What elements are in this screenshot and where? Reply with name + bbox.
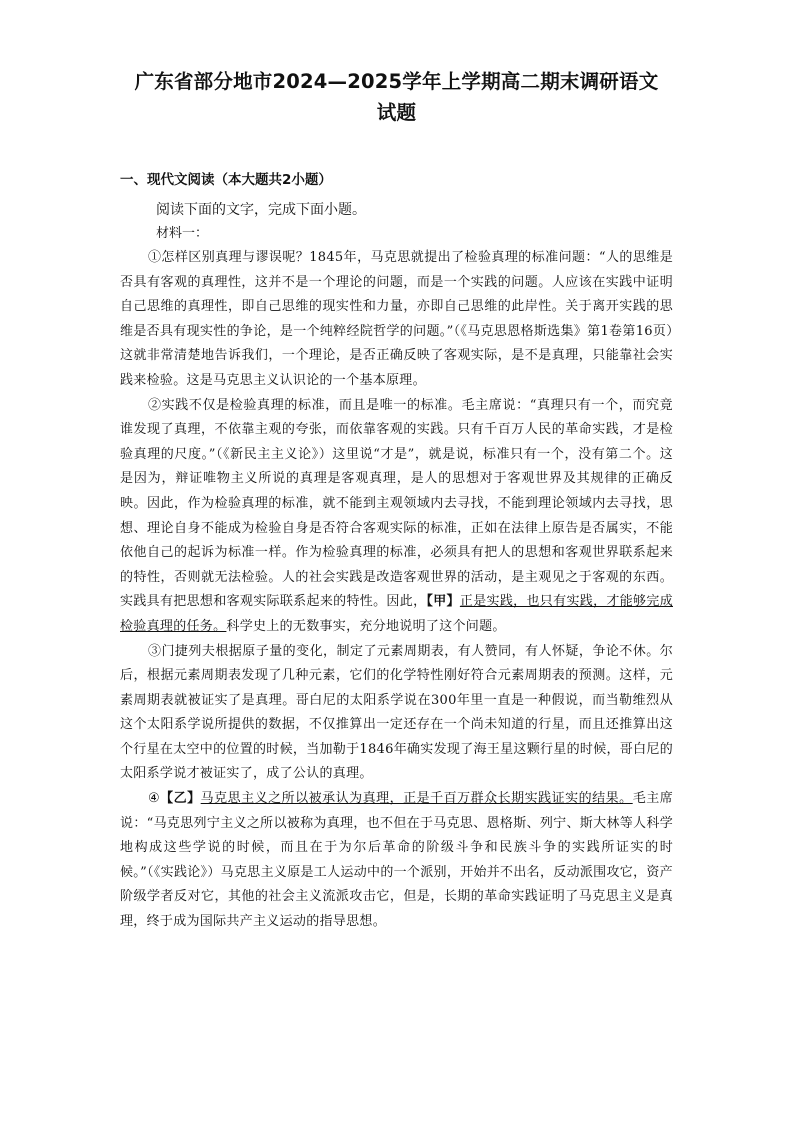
paragraph-2 <box>120 394 673 640</box>
title-line-2: 试题 <box>376 101 417 124</box>
material-label: 材料一： <box>156 226 209 241</box>
title-line-1: 广东省部分地市2024—2025学年上学期高二期末调研语文 <box>134 70 659 93</box>
paragraph-1: ①怎样区别真理与谬误呢？1845年，马克思就提出了检验真理的标准问题：“人的思维是否具有客观的真理性，这并不是一个理论的问题，而是一个实践的问题。人应该在实践中证明自己思维的真理性，即自己思维的现实性和力量，亦即自己思维的此岸性。关于离开实践的思维是否具有现实性的争论，是一个纯粹经院哲学的问题。”（《马克思恩格斯选集》第1卷第16页）这就非常清楚地告诉我们，一个理论，是否正确反映了客观实际，是不是真理，只能靠社会实践来检验。这是马克思主义认识论的一个基本原理。 <box>120 250 673 388</box>
paragraph-2-tail: 科学史上的无数事实，充分地说明了这个问题。 <box>226 618 506 634</box>
paragraph-3: ③门捷列夫根据原子量的变化，制定了元素周期表，有人赞同，有人怀疑，争论不休。尔后，根据元素周期表发现了几种元素，它们的化学特性刚好符合元素周期表的预测。这样，元素周期表就被证实了是真理。哥白尼的太阳系学说在300年里一直是一种假说，而当勒维烈从这个太阳系学说所提供的数据，不仅推算出一定还存在一个尚未知道的行星，而且还推算出这个行星在太空中的位置的时候，当加勒于1846年确实发现了海王星这颗行星的时候，哥白尼的太阳系学说才被证实了，成了公认的真理。 <box>120 643 673 782</box>
marker-jia: 【甲】 <box>426 594 460 610</box>
underlined-sentence-jia: 正是实践，也只有实践，才能够完成检验真理的任务。 <box>120 594 673 634</box>
marker-yi: 【乙】 <box>160 791 201 807</box>
paragraph-4-number: ④ <box>148 791 161 807</box>
underlined-sentence-yi: 马克思主义之所以被承认为真理，正是千百万群众长期实践证实的结果。 <box>200 791 633 807</box>
paragraph-2-text: ②实践不仅是检验真理的标准，而且是唯一的标准。毛主席说：“真理只有一个，而究竟谁发现了真理，不依靠主观的夸张，而依靠客观的实践。只有千百万人民的革命实践，才是检验真理的尺度。”（《新民主主义论》）这里说“才是”，就是说，标准只有一个，没有第二个。这是因为，辩证唯物主义所说的真理是客观真理，是人的思想对于客观世界及其规律的正确反映。因此，作为检验真理的标准，就不能到主观领域内去寻找，不能到理论领域内去寻找，思想、理论自身不能成为检验自身是否符合客观实际的标准，正如在法律上原告是否属实，不能依他自己的起诉为标准一样。作为检验真理的标准，必须具有把人的思想和客观世界联系起来的特性，否则就无法检验。人的社会实践是改造客观世界的活动，是主观见之于客观的东西。实践具有把思想和客观实际联系起来的特性。因此， <box>120 397 673 610</box>
paragraph-4 <box>120 787 673 935</box>
document-title <box>120 66 673 128</box>
paragraph-4-tail: 毛主席说：“马克思列宁主义之所以被称为真理，也不但在于马克思、恩格斯、列宁、斯大林等人科学地构成这些学说的时候，而且在于为尔后革命的阶级斗争和民族斗争的实践所证实的时候。”（《实践论》）马克思主义原是工人运动中的一个派别，开始并不出名，反动派围攻它，资产阶级学者反对它，其他的社会主义流派攻击它，但是，长期的革命实践证明了马克思主义是真理，终于成为国际共产主义运动的指导思想。 <box>120 791 673 930</box>
reading-instruction: 阅读下面的文字，完成下面小题。 <box>156 202 366 218</box>
section-heading: 一、现代文阅读（本大题共2小题） <box>120 172 332 188</box>
